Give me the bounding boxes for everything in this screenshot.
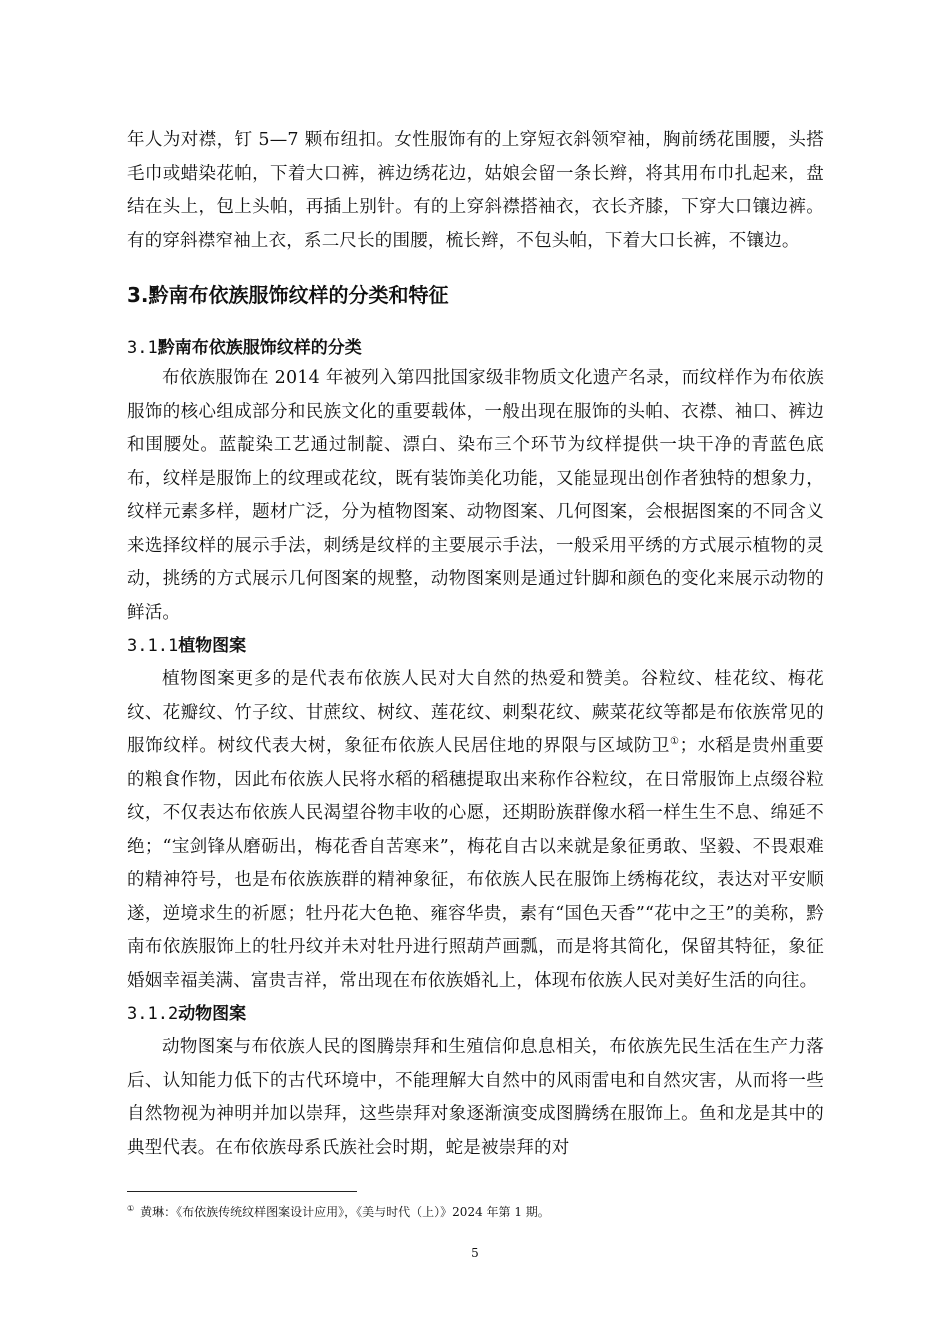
footnote-divider: [127, 1191, 357, 1192]
page-body: [127, 124, 824, 1165]
footnote-reference[interactable]: ①: [670, 736, 680, 748]
paragraph-text-part1: 植物图案更多的是代表布依族人民对大自然的热爱和赞美。谷粒纹、桂花纹、梅花纹、花瓣纹、竹子纹、甘蔗纹、树纹、莲花纹、刺梨花纹、蕨菜花纹等都是布依族常见的服饰纹样。树纹代表大树，象征布依族人民居住地的界限与区域防卫: [127, 669, 824, 756]
subsubsection-heading-3-1-2: [127, 998, 824, 1031]
heading-number: 3.1.2: [127, 1004, 179, 1024]
heading-number: 3.1: [127, 338, 158, 358]
paragraph-plant-patterns: [127, 663, 824, 998]
paragraph-animal-patterns: 动物图案与布依族人民的图腾崇拜和生殖信仰息息相关，布依族先民生活在生产力落后、认知能力低下的古代环境中，不能理解大自然中的风雨雷电和自然灾害，从而将一些自然物视为神明并加以崇拜，这些崇拜对象逐渐演变成图腾绣在服饰上。鱼和龙是其中的典型代表。在布依族母系氏族社会时期，蛇是被崇拜的对: [127, 1037, 824, 1158]
footnote-text: 黄琳：《布依族传统纹样图案设计应用》，《美与时代（上）》2024 年第 1 期。: [140, 1205, 550, 1219]
paragraph-text-part2: ；水稻是贵州重要的粮食作物，因此布依族人民将水稻的稻穗提取出来称作谷粒纹，在日常服饰上点缀谷粒纹，不仅表达布依族人民渴望谷物丰收的心愿，还期盼族群像水稻一样生生不息、绵延不绝；“宝剑锋从磨砺出，梅花香自苦寒来”，梅花自古以来就是象征勇敢、坚毅、不畏艰难的精神符号，也是布依族族群的精神象征，布依族人民在服饰上绣梅花纹，表达对平安顺遂，逆境求生的祈愿；牡丹花大色艳、雍容华贵，素有“国色天香”“花中之王”的美称，黔南布依族服饰上的牡丹纹并未对牡丹进行照葫芦画瓢，而是将其简化，保留其特征，象征婚姻幸福美满、富贵吉祥，常出现在布依族婚礼上，体现布依族人民对美好生活的向往。: [127, 736, 824, 991]
subsubsection-heading-3-1-1: [127, 630, 824, 663]
subsection-heading-3-1: [127, 334, 824, 362]
heading-text: 植物图案: [178, 636, 247, 656]
paragraph-continued: 年人为对襟，钉 5—7 颗布纽扣。女性服饰有的上穿短衣斜领窄袖，胸前绣花围腰，头搭毛巾或蜡染花帕，下着大口裤，裤边绣花边，姑娘会留一条长辫，将其用布巾扎起来，盘结在头上，包上头帕，再插上别针。有的上穿斜襟搭袖衣，衣长齐膝，下穿大口镶边裤。有的穿斜襟窄袖上衣，系二尺长的围腰，梳长辫，不包头帕，下着大口长裤，不镶边。: [127, 130, 824, 251]
footnote-marker: ①: [127, 1204, 135, 1213]
heading-number: 3.1.1: [127, 636, 179, 656]
paragraph-classification: 布依族服饰在 2014 年被列入第四批国家级非物质文化遗产名录，而纹样作为布依族服饰的核心组成部分和民族文化的重要载体，一般出现在服饰的头帕、衣襟、袖口、裤边和围腰处。蓝靛染工艺通过制靛、漂白、染布三个环节为纹样提供一块干净的青蓝色底布，纹样是服饰上的纹理或花纹，既有装饰美化功能，又能显现出创作者独特的想象力，纹样元素多样，题材广泛，分为植物图案、动物图案、几何图案，会根据图案的不同含义来选择纹样的展示手法，刺绣是纹样的主要展示手法，一般采用平绣的方式展示植物的灵动，挑绣的方式展示几何图案的规整，动物图案则是通过针脚和颜色的变化来展示动物的鲜活。: [127, 368, 824, 623]
heading-text: 动物图案: [178, 1004, 247, 1024]
footnote: [127, 1200, 550, 1221]
heading-text: 黔南布依族服饰纹样的分类: [157, 338, 362, 358]
page-number: 5: [471, 1246, 479, 1260]
section-heading-3: 3.黔南布依族服饰纹样的分类和特征: [127, 283, 449, 307]
